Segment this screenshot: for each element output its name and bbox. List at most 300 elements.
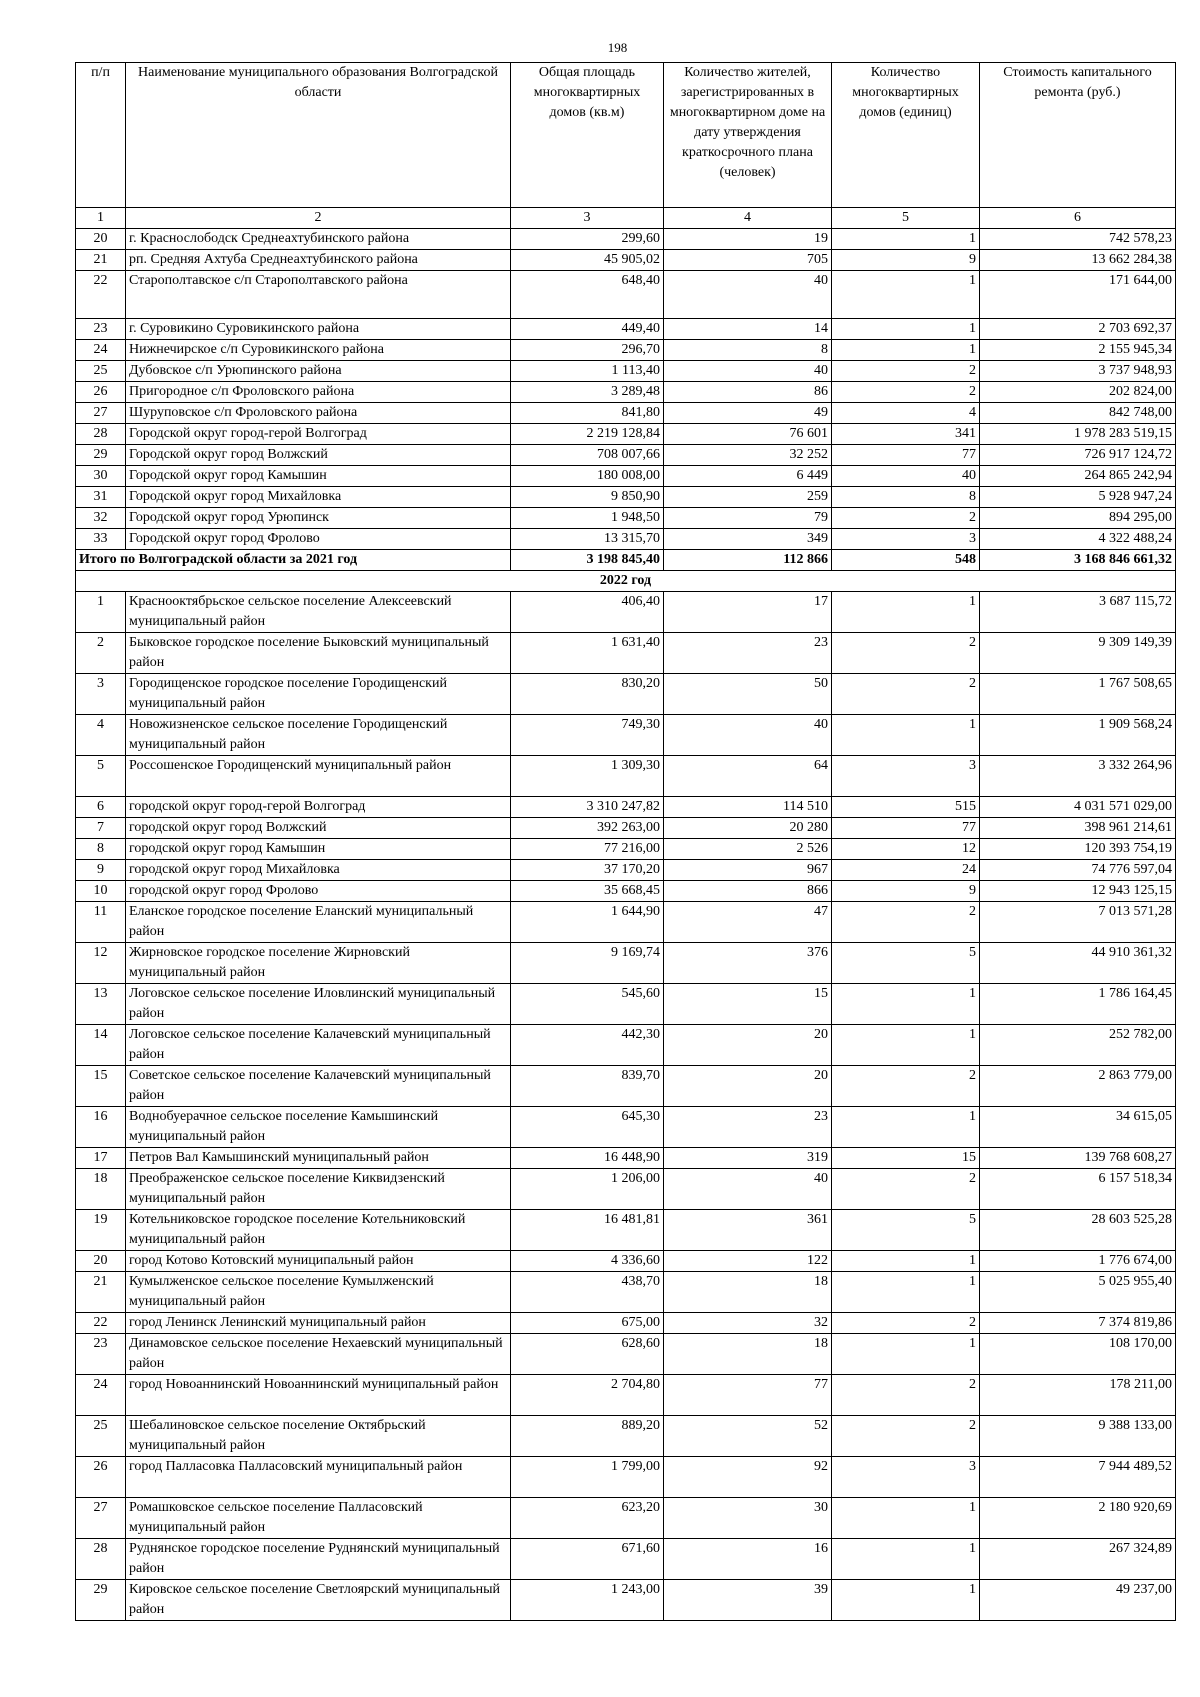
total-cost: 3 168 846 661,32: [980, 550, 1176, 571]
row-municipality: городской округ город Фролово: [126, 881, 511, 902]
row-residents: 39: [664, 1580, 832, 1621]
row-residents: 6 449: [664, 466, 832, 487]
row-residents: 361: [664, 1210, 832, 1251]
row-residents: 30: [664, 1498, 832, 1539]
row-area: 4 336,60: [511, 1251, 664, 1272]
row-area: 406,40: [511, 592, 664, 633]
row-area: 16 448,90: [511, 1148, 664, 1169]
table-row: [76, 1457, 1176, 1498]
row-residents: 866: [664, 881, 832, 902]
row-residents: 79: [664, 508, 832, 529]
table-row: [76, 529, 1176, 550]
row-area: 628,60: [511, 1334, 664, 1375]
row-cost: 44 910 361,32: [980, 943, 1176, 984]
row-houses: 1: [832, 1025, 980, 1066]
row-index: 14: [76, 1025, 126, 1066]
row-municipality: Шебалиновское сельское поселение Октябрьский муниципальный район: [126, 1416, 511, 1457]
row-area: 1 309,30: [511, 756, 664, 797]
row-houses: 2: [832, 1313, 980, 1334]
row-houses: 24: [832, 860, 980, 881]
column-number: 1: [76, 208, 126, 229]
row-index: 26: [76, 382, 126, 403]
table-row: [76, 466, 1176, 487]
row-residents: 967: [664, 860, 832, 881]
row-municipality: Городской округ город-герой Волгоград: [126, 424, 511, 445]
row-cost: 1 909 568,24: [980, 715, 1176, 756]
row-index: 24: [76, 340, 126, 361]
row-area: 545,60: [511, 984, 664, 1025]
row-residents: 15: [664, 984, 832, 1025]
row-area: 392 263,00: [511, 818, 664, 839]
table-row: [76, 1334, 1176, 1375]
row-municipality: Старополтавское с/п Старополтавского района: [126, 271, 511, 319]
table-row: [76, 1498, 1176, 1539]
table-row: [76, 1210, 1176, 1251]
row-cost: 1 767 508,65: [980, 674, 1176, 715]
row-area: 438,70: [511, 1272, 664, 1313]
row-residents: 2 526: [664, 839, 832, 860]
table-row: [76, 881, 1176, 902]
row-index: 4: [76, 715, 126, 756]
total-houses: 548: [832, 550, 980, 571]
row-cost: 398 961 214,61: [980, 818, 1176, 839]
row-cost: 3 687 115,72: [980, 592, 1176, 633]
row-municipality: Советское сельское поселение Калачевский муниципальный район: [126, 1066, 511, 1107]
row-cost: 4 031 571 029,00: [980, 797, 1176, 818]
row-cost: 9 388 133,00: [980, 1416, 1176, 1457]
row-municipality: Жирновское городское поселение Жирновский муниципальный район: [126, 943, 511, 984]
row-residents: 114 510: [664, 797, 832, 818]
row-houses: 77: [832, 818, 980, 839]
row-index: 28: [76, 424, 126, 445]
row-cost: 13 662 284,38: [980, 250, 1176, 271]
row-houses: 2: [832, 902, 980, 943]
row-area: 9 850,90: [511, 487, 664, 508]
row-houses: 12: [832, 839, 980, 860]
year-label: 2022 год: [76, 571, 1176, 592]
row-index: 26: [76, 1457, 126, 1498]
row-houses: 2: [832, 674, 980, 715]
row-index: 6: [76, 797, 126, 818]
total-residents: 112 866: [664, 550, 832, 571]
table-row: [76, 1251, 1176, 1272]
row-municipality: Еланское городское поселение Еланский муниципальный район: [126, 902, 511, 943]
row-area: 623,20: [511, 1498, 664, 1539]
table-row: [76, 382, 1176, 403]
row-residents: 86: [664, 382, 832, 403]
row-houses: 2: [832, 633, 980, 674]
row-area: 830,20: [511, 674, 664, 715]
row-houses: 1: [832, 271, 980, 319]
row-houses: 15: [832, 1148, 980, 1169]
row-municipality: Логовское сельское поселение Иловлинский муниципальный район: [126, 984, 511, 1025]
row-municipality: г. Суровикино Суровикинского района: [126, 319, 511, 340]
row-residents: 40: [664, 715, 832, 756]
row-index: 25: [76, 1416, 126, 1457]
table-row: [76, 1313, 1176, 1334]
row-index: 18: [76, 1169, 126, 1210]
row-area: 2 219 128,84: [511, 424, 664, 445]
row-area: 299,60: [511, 229, 664, 250]
row-residents: 32 252: [664, 445, 832, 466]
row-area: 35 668,45: [511, 881, 664, 902]
row-houses: 2: [832, 1375, 980, 1416]
row-municipality: Пригородное с/п Фроловского района: [126, 382, 511, 403]
row-houses: 3: [832, 756, 980, 797]
row-cost: 742 578,23: [980, 229, 1176, 250]
row-houses: 5: [832, 1210, 980, 1251]
row-cost: 2 703 692,37: [980, 319, 1176, 340]
row-index: 7: [76, 818, 126, 839]
row-index: 20: [76, 1251, 126, 1272]
table-row: [76, 403, 1176, 424]
table-row: [76, 1169, 1176, 1210]
row-index: 17: [76, 1148, 126, 1169]
row-houses: 9: [832, 881, 980, 902]
row-cost: 4 322 488,24: [980, 529, 1176, 550]
row-cost: 2 155 945,34: [980, 340, 1176, 361]
row-index: 27: [76, 403, 126, 424]
row-municipality: Новожизненское сельское поселение Городищенский муниципальный район: [126, 715, 511, 756]
row-index: 21: [76, 1272, 126, 1313]
row-houses: 2: [832, 1066, 980, 1107]
row-houses: 9: [832, 250, 980, 271]
row-area: 2 704,80: [511, 1375, 664, 1416]
row-index: 32: [76, 508, 126, 529]
row-residents: 23: [664, 633, 832, 674]
row-residents: 17: [664, 592, 832, 633]
row-residents: 16: [664, 1539, 832, 1580]
row-cost: 1 786 164,45: [980, 984, 1176, 1025]
row-area: 1 948,50: [511, 508, 664, 529]
row-municipality: Кумылженское сельское поселение Кумылженский муниципальный район: [126, 1272, 511, 1313]
row-index: 23: [76, 319, 126, 340]
row-index: 22: [76, 1313, 126, 1334]
table-row: [76, 902, 1176, 943]
row-residents: 40: [664, 271, 832, 319]
row-houses: 2: [832, 1416, 980, 1457]
row-houses: 1: [832, 229, 980, 250]
row-residents: 64: [664, 756, 832, 797]
row-area: 13 315,70: [511, 529, 664, 550]
total-label: Итого по Волгоградской области за 2021 год: [76, 550, 511, 571]
row-municipality: Россошенское Городищенский муниципальный район: [126, 756, 511, 797]
row-residents: 349: [664, 529, 832, 550]
row-area: 648,40: [511, 271, 664, 319]
row-area: 749,30: [511, 715, 664, 756]
row-residents: 319: [664, 1148, 832, 1169]
row-municipality: Городской округ город Урюпинск: [126, 508, 511, 529]
table-row: [76, 633, 1176, 674]
table-row: [76, 797, 1176, 818]
row-municipality: городской округ город Михайловка: [126, 860, 511, 881]
row-area: 9 169,74: [511, 943, 664, 984]
row-index: 12: [76, 943, 126, 984]
column-number: 6: [980, 208, 1176, 229]
row-index: 8: [76, 839, 126, 860]
row-cost: 842 748,00: [980, 403, 1176, 424]
row-municipality: город Новоаннинский Новоаннинский муниципальный район: [126, 1375, 511, 1416]
table-row: [76, 508, 1176, 529]
row-municipality: городской округ город-герой Волгоград: [126, 797, 511, 818]
row-area: 3 289,48: [511, 382, 664, 403]
row-residents: 376: [664, 943, 832, 984]
row-area: 77 216,00: [511, 839, 664, 860]
row-houses: 3: [832, 529, 980, 550]
table-row: [76, 487, 1176, 508]
table-row: [76, 1416, 1176, 1457]
row-cost: 6 157 518,34: [980, 1169, 1176, 1210]
table-row: [76, 1272, 1176, 1313]
row-municipality: Руднянское городское поселение Руднянский муниципальный район: [126, 1539, 511, 1580]
table-row: [76, 1580, 1176, 1621]
row-index: 29: [76, 445, 126, 466]
row-municipality: рп. Средняя Ахтуба Среднеахтубинского района: [126, 250, 511, 271]
row-area: 839,70: [511, 1066, 664, 1107]
row-cost: 252 782,00: [980, 1025, 1176, 1066]
row-municipality: Петров Вал Камышинский муниципальный район: [126, 1148, 511, 1169]
row-cost: 7 013 571,28: [980, 902, 1176, 943]
table-row: [76, 756, 1176, 797]
row-municipality: Городской округ город Фролово: [126, 529, 511, 550]
page-number: 198: [607, 40, 628, 55]
row-area: 708 007,66: [511, 445, 664, 466]
row-houses: 3: [832, 1457, 980, 1498]
row-cost: 3 332 264,96: [980, 756, 1176, 797]
row-index: 33: [76, 529, 126, 550]
row-municipality: Преображенское сельское поселение Киквидзенский муниципальный район: [126, 1169, 511, 1210]
header-municipality: Наименование муниципального образования Волгоградской области: [126, 63, 511, 208]
row-houses: 515: [832, 797, 980, 818]
row-area: 675,00: [511, 1313, 664, 1334]
table-row: [76, 674, 1176, 715]
row-municipality: город Котово Котовский муниципальный район: [126, 1251, 511, 1272]
header-index: п/п: [76, 63, 126, 208]
row-residents: 14: [664, 319, 832, 340]
row-index: 22: [76, 271, 126, 319]
row-index: 24: [76, 1375, 126, 1416]
row-cost: 74 776 597,04: [980, 860, 1176, 881]
header-residents: Количество жителей, зарегистрированных в многоквартирном доме на дату утверждения краткосрочного плана (человек): [664, 63, 832, 208]
row-cost: 7 944 489,52: [980, 1457, 1176, 1498]
row-area: 671,60: [511, 1539, 664, 1580]
row-houses: 1: [832, 1272, 980, 1313]
row-houses: 1: [832, 1334, 980, 1375]
table-row: [76, 839, 1176, 860]
row-index: 29: [76, 1580, 126, 1621]
row-houses: 2: [832, 382, 980, 403]
header-area: Общая площадь многоквартирных домов (кв.м): [511, 63, 664, 208]
table-row: [76, 715, 1176, 756]
table-row: [76, 250, 1176, 271]
table-row: [76, 818, 1176, 839]
row-cost: 7 374 819,86: [980, 1313, 1176, 1334]
row-municipality: Воднобуерачное сельское поселение Камышинский муниципальный район: [126, 1107, 511, 1148]
row-index: 1: [76, 592, 126, 633]
header-cost: Стоимость капитального ремонта (руб.): [980, 63, 1176, 208]
total-row-2021: [76, 550, 1176, 571]
row-index: 19: [76, 1210, 126, 1251]
row-area: 3 310 247,82: [511, 797, 664, 818]
row-cost: 108 170,00: [980, 1334, 1176, 1375]
row-cost: 726 917 124,72: [980, 445, 1176, 466]
row-cost: 5 928 947,24: [980, 487, 1176, 508]
row-residents: 8: [664, 340, 832, 361]
row-municipality: городской округ город Волжский: [126, 818, 511, 839]
row-municipality: Динамовское сельское поселение Нехаевский муниципальный район: [126, 1334, 511, 1375]
row-municipality: Шуруповское с/п Фроловского района: [126, 403, 511, 424]
row-municipality: город Ленинск Ленинский муниципальный район: [126, 1313, 511, 1334]
row-index: 25: [76, 361, 126, 382]
table-row: [76, 1375, 1176, 1416]
row-municipality: Городской округ город Волжский: [126, 445, 511, 466]
row-houses: 1: [832, 984, 980, 1025]
row-index: 30: [76, 466, 126, 487]
row-houses: 1: [832, 1107, 980, 1148]
row-houses: 8: [832, 487, 980, 508]
row-cost: 12 943 125,15: [980, 881, 1176, 902]
table-row: [76, 271, 1176, 319]
table-row: [76, 1539, 1176, 1580]
row-area: 1 113,40: [511, 361, 664, 382]
row-municipality: Ромашковское сельское поселение Палласовский муниципальный район: [126, 1498, 511, 1539]
table-row: [76, 592, 1176, 633]
row-municipality: городской округ город Камышин: [126, 839, 511, 860]
row-municipality: г. Краснослободск Среднеахтубинского района: [126, 229, 511, 250]
row-residents: 76 601: [664, 424, 832, 445]
row-residents: 19: [664, 229, 832, 250]
row-municipality: Котельниковское городское поселение Котельниковский муниципальный район: [126, 1210, 511, 1251]
row-houses: 1: [832, 592, 980, 633]
total-area: 3 198 845,40: [511, 550, 664, 571]
row-index: 28: [76, 1539, 126, 1580]
row-index: 20: [76, 229, 126, 250]
row-municipality: Городской округ город Михайловка: [126, 487, 511, 508]
row-area: 1 206,00: [511, 1169, 664, 1210]
row-residents: 50: [664, 674, 832, 715]
row-houses: 1: [832, 715, 980, 756]
row-residents: 32: [664, 1313, 832, 1334]
row-residents: 40: [664, 1169, 832, 1210]
header-houses: Количество многоквартирных домов (единиц): [832, 63, 980, 208]
row-cost: 120 393 754,19: [980, 839, 1176, 860]
row-cost: 1 776 674,00: [980, 1251, 1176, 1272]
row-area: 1 644,90: [511, 902, 664, 943]
row-area: 16 481,81: [511, 1210, 664, 1251]
row-residents: 47: [664, 902, 832, 943]
table-row: [76, 1148, 1176, 1169]
row-index: 27: [76, 1498, 126, 1539]
row-houses: 1: [832, 1539, 980, 1580]
row-index: 9: [76, 860, 126, 881]
table-row: [76, 424, 1176, 445]
row-area: 449,40: [511, 319, 664, 340]
row-municipality: город Палласовка Палласовский муниципальный район: [126, 1457, 511, 1498]
housing-repair-table: [75, 62, 1176, 1621]
row-cost: 28 603 525,28: [980, 1210, 1176, 1251]
table-row: [76, 984, 1176, 1025]
column-number: 2: [126, 208, 511, 229]
table-row: [76, 1107, 1176, 1148]
row-municipality: Быковское городское поселение Быковский муниципальный район: [126, 633, 511, 674]
table-row: [76, 361, 1176, 382]
row-index: 5: [76, 756, 126, 797]
table-row: [76, 943, 1176, 984]
row-cost: 2 180 920,69: [980, 1498, 1176, 1539]
row-area: 1 243,00: [511, 1580, 664, 1621]
row-cost: 202 824,00: [980, 382, 1176, 403]
row-residents: 92: [664, 1457, 832, 1498]
row-cost: 139 768 608,27: [980, 1148, 1176, 1169]
row-municipality: Городской округ город Камышин: [126, 466, 511, 487]
table-row: [76, 340, 1176, 361]
row-area: 841,80: [511, 403, 664, 424]
table-row: [76, 1066, 1176, 1107]
row-houses: 5: [832, 943, 980, 984]
row-index: 2: [76, 633, 126, 674]
table-row: [76, 229, 1176, 250]
row-houses: 40: [832, 466, 980, 487]
row-residents: 259: [664, 487, 832, 508]
row-residents: 77: [664, 1375, 832, 1416]
row-index: 21: [76, 250, 126, 271]
row-cost: 2 863 779,00: [980, 1066, 1176, 1107]
row-houses: 2: [832, 1169, 980, 1210]
row-residents: 40: [664, 361, 832, 382]
row-index: 10: [76, 881, 126, 902]
row-cost: 49 237,00: [980, 1580, 1176, 1621]
row-residents: 18: [664, 1272, 832, 1313]
row-cost: 1 978 283 519,15: [980, 424, 1176, 445]
header-row: [76, 63, 1176, 208]
row-residents: 20: [664, 1066, 832, 1107]
row-houses: 1: [832, 1251, 980, 1272]
row-houses: 1: [832, 1498, 980, 1539]
row-municipality: Нижнечирское с/п Суровикинского района: [126, 340, 511, 361]
row-index: 3: [76, 674, 126, 715]
table-row: [76, 860, 1176, 881]
row-municipality: Краснооктябрьское сельское поселение Алексеевский муниципальный район: [126, 592, 511, 633]
column-number-row: [76, 208, 1176, 229]
row-index: 13: [76, 984, 126, 1025]
row-cost: 34 615,05: [980, 1107, 1176, 1148]
row-residents: 49: [664, 403, 832, 424]
column-number: 4: [664, 208, 832, 229]
row-residents: 20 280: [664, 818, 832, 839]
row-residents: 705: [664, 250, 832, 271]
table-row: [76, 319, 1176, 340]
row-municipality: Дубовское с/п Урюпинского района: [126, 361, 511, 382]
row-area: 889,20: [511, 1416, 664, 1457]
row-index: 31: [76, 487, 126, 508]
row-residents: 20: [664, 1025, 832, 1066]
row-houses: 1: [832, 340, 980, 361]
row-houses: 1: [832, 1580, 980, 1621]
row-residents: 23: [664, 1107, 832, 1148]
row-houses: 1: [832, 319, 980, 340]
row-area: 1 631,40: [511, 633, 664, 674]
row-area: 442,30: [511, 1025, 664, 1066]
row-residents: 18: [664, 1334, 832, 1375]
row-cost: 9 309 149,39: [980, 633, 1176, 674]
row-residents: 122: [664, 1251, 832, 1272]
row-municipality: Логовское сельское поселение Калачевский муниципальный район: [126, 1025, 511, 1066]
row-houses: 4: [832, 403, 980, 424]
row-residents: 52: [664, 1416, 832, 1457]
row-area: 296,70: [511, 340, 664, 361]
row-index: 23: [76, 1334, 126, 1375]
year-row: [76, 571, 1176, 592]
